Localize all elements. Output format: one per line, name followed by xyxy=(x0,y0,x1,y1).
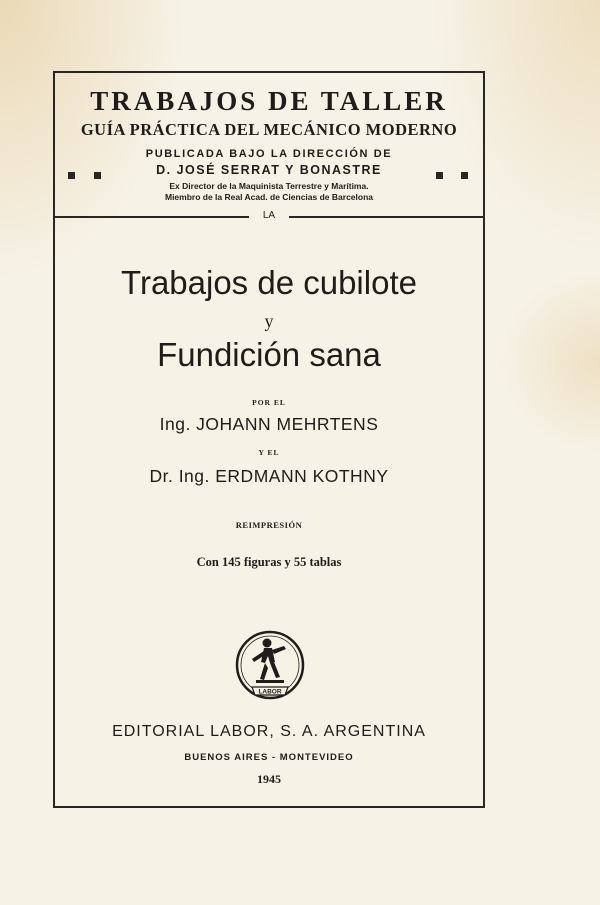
by-label: POR EL xyxy=(252,398,286,407)
labor-publisher-logo xyxy=(234,629,306,705)
and-label: Y EL xyxy=(258,448,280,457)
series-title: TRABAJOS DE TALLER xyxy=(90,86,448,116)
author-1: Ing. JOHANN MEHRTENS xyxy=(159,414,379,434)
book-title-line-2: Fundición sana xyxy=(157,336,381,373)
publication-year: 1945 xyxy=(257,772,281,786)
figures-note: Con 145 figuras y 55 tablas xyxy=(196,555,342,569)
book-title-line-1: Trabajos de cubilote xyxy=(121,264,417,301)
header-rule-left xyxy=(53,216,249,218)
director-name: D. JOSÉ SERRAT Y BONASTRE xyxy=(156,163,382,177)
logo-text: LABOR xyxy=(258,688,282,696)
header-ornament: LA xyxy=(262,210,276,221)
series-subtitle: GUÍA PRÁCTICA DEL MECÁNICO MODERNO xyxy=(80,120,458,139)
author-2: Dr. Ing. ERDMANN KOTHNY xyxy=(149,466,389,486)
reprint-label: REIMPRESIÓN xyxy=(235,520,303,530)
director-credit-2: Miembro de la Real Acad. de Ciencias de Barcelona xyxy=(164,192,373,202)
title-conjunction: y xyxy=(264,311,274,331)
publisher-name: EDITORIAL LABOR, S. A. ARGENTINA xyxy=(112,723,426,740)
header-rule-right xyxy=(289,216,485,218)
publisher-cities: BUENOS AIRES - MONTEVIDEO xyxy=(184,752,354,763)
published-under-label: PUBLICADA BAJO LA DIRECCIÓN DE xyxy=(145,148,393,160)
director-credit-1: Ex Director de la Maquinista Terrestre y Marítima. xyxy=(169,181,369,191)
